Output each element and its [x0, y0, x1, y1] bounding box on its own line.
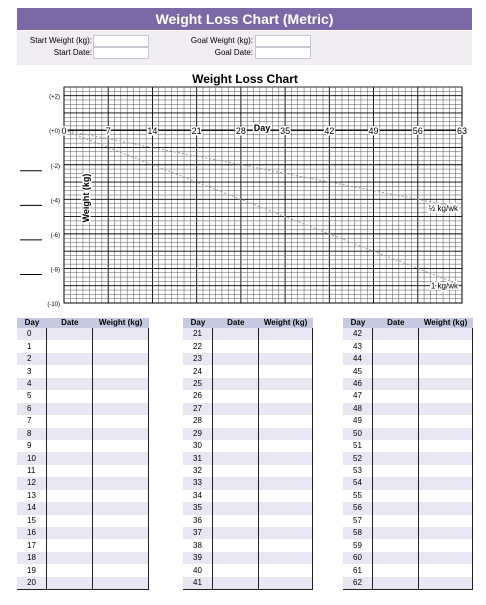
table-row	[183, 353, 313, 365]
weight-cell[interactable]	[419, 390, 473, 402]
table-row	[183, 577, 313, 590]
day-cell: 35	[183, 502, 213, 514]
weight-cell[interactable]	[259, 490, 313, 502]
day-cell: 46	[343, 378, 373, 390]
weight-cell[interactable]	[419, 378, 473, 390]
table-row	[343, 539, 473, 551]
x-tick-label: 42	[324, 126, 335, 137]
table-row	[17, 353, 149, 365]
table-row	[183, 452, 313, 464]
day-header: Day	[343, 318, 373, 328]
table-row	[183, 515, 313, 527]
day-cell: 54	[343, 477, 373, 489]
day-cell: 21	[183, 328, 213, 340]
day-cell: 18	[17, 552, 47, 564]
weight-cell[interactable]	[419, 428, 473, 440]
weight-cell[interactable]	[419, 490, 473, 502]
date-cell[interactable]	[47, 428, 93, 440]
table-row	[343, 477, 473, 489]
date-cell[interactable]	[373, 577, 419, 590]
table-row	[183, 465, 313, 477]
date-cell[interactable]	[47, 539, 93, 551]
table-row	[183, 539, 313, 551]
date-cell[interactable]	[373, 527, 419, 539]
date-cell[interactable]	[47, 328, 93, 340]
weight-cell[interactable]	[259, 577, 313, 590]
weight-cell[interactable]	[419, 365, 473, 377]
weight-cell[interactable]	[259, 428, 313, 440]
day-cell: 31	[183, 452, 213, 464]
date-cell[interactable]	[213, 390, 259, 402]
table-row	[343, 452, 473, 464]
date-cell[interactable]	[213, 465, 259, 477]
weight-cell[interactable]	[93, 465, 149, 477]
weight-cell[interactable]	[93, 564, 149, 576]
date-cell[interactable]	[47, 452, 93, 464]
table-row	[183, 527, 313, 539]
date-cell[interactable]	[47, 527, 93, 539]
day-cell: 6	[17, 403, 47, 415]
weight-cell[interactable]	[93, 515, 149, 527]
day-cell: 32	[183, 465, 213, 477]
table-row	[343, 515, 473, 527]
date-cell[interactable]	[213, 440, 259, 452]
table-row	[17, 440, 149, 452]
table-row	[183, 365, 313, 377]
day-cell: 24	[183, 365, 213, 377]
day-cell: 41	[183, 577, 213, 590]
date-cell[interactable]	[47, 378, 93, 390]
weight-cell[interactable]	[419, 415, 473, 427]
series-label: 1 kg/wk	[430, 281, 458, 291]
date-cell[interactable]	[373, 353, 419, 365]
weight-cell[interactable]	[93, 539, 149, 551]
table-row	[17, 477, 149, 489]
day-cell: 44	[343, 353, 373, 365]
date-cell[interactable]	[373, 490, 419, 502]
table-row	[17, 527, 149, 539]
x-tick-label: 0	[61, 126, 67, 137]
weight-cell[interactable]	[93, 353, 149, 365]
day-cell: 10	[17, 452, 47, 464]
date-cell[interactable]	[47, 564, 93, 576]
x-axis-label: Day	[253, 123, 271, 134]
weight-cell[interactable]	[93, 577, 149, 590]
weight-cell[interactable]	[259, 403, 313, 415]
weight-cell[interactable]	[419, 328, 473, 340]
date-cell[interactable]	[213, 539, 259, 551]
weight-cell[interactable]	[419, 403, 473, 415]
weight-cell[interactable]	[259, 539, 313, 551]
weight-cell[interactable]	[419, 577, 473, 590]
day-cell: 29	[183, 428, 213, 440]
date-cell[interactable]	[47, 552, 93, 564]
date-cell[interactable]	[373, 415, 419, 427]
y-tick-label: (-4)	[50, 198, 60, 205]
day-cell: 0	[17, 328, 47, 340]
date-cell[interactable]	[47, 340, 93, 352]
x-tick-label: 14	[147, 126, 158, 137]
table-row	[17, 577, 149, 590]
date-cell[interactable]	[47, 415, 93, 427]
table-row	[17, 378, 149, 390]
weight-cell[interactable]	[93, 527, 149, 539]
day-cell: 57	[343, 515, 373, 527]
table-row	[343, 564, 473, 576]
day-cell: 36	[183, 515, 213, 527]
date-cell[interactable]	[47, 465, 93, 477]
date-header: Date	[47, 318, 93, 328]
table-row	[17, 490, 149, 502]
table-row	[183, 403, 313, 415]
date-cell[interactable]	[213, 477, 259, 489]
weight-cell[interactable]	[93, 328, 149, 340]
date-cell[interactable]	[373, 552, 419, 564]
date-cell[interactable]	[47, 390, 93, 402]
weight-cell[interactable]	[419, 527, 473, 539]
table-row	[183, 378, 313, 390]
table-row	[343, 415, 473, 427]
table-row	[17, 340, 149, 352]
weight-cell[interactable]	[93, 477, 149, 489]
day-cell: 62	[343, 577, 373, 590]
start-weight-label: Start Weight (kg):	[29, 36, 92, 45]
table-row	[343, 328, 473, 340]
day-cell: 42	[343, 328, 373, 340]
table-row	[17, 465, 149, 477]
date-cell[interactable]	[373, 390, 419, 402]
table-row	[343, 552, 473, 564]
date-header: Date	[213, 318, 259, 328]
y-tick-label: (-8)	[50, 267, 60, 274]
log-table-3	[343, 318, 473, 590]
day-cell: 20	[17, 577, 47, 590]
date-cell[interactable]	[47, 403, 93, 415]
date-cell[interactable]	[47, 477, 93, 489]
weight-cell[interactable]	[259, 415, 313, 427]
weight-cell[interactable]	[259, 527, 313, 539]
table-row	[17, 365, 149, 377]
day-cell: 3	[17, 365, 47, 377]
table-row	[183, 415, 313, 427]
date-cell[interactable]	[213, 490, 259, 502]
table-row	[183, 564, 313, 576]
date-cell[interactable]	[213, 378, 259, 390]
table-row	[343, 428, 473, 440]
day-cell: 4	[17, 378, 47, 390]
x-tick-label: 35	[280, 126, 291, 137]
weight-cell[interactable]	[419, 440, 473, 452]
date-cell[interactable]	[213, 353, 259, 365]
date-cell[interactable]	[213, 328, 259, 340]
table-row	[343, 353, 473, 365]
day-cell: 52	[343, 452, 373, 464]
day-header: Day	[17, 318, 47, 328]
date-cell[interactable]	[47, 577, 93, 590]
day-cell: 45	[343, 365, 373, 377]
table-row	[343, 378, 473, 390]
day-cell: 15	[17, 515, 47, 527]
weight-cell[interactable]	[93, 403, 149, 415]
date-cell[interactable]	[213, 415, 259, 427]
day-cell: 11	[17, 465, 47, 477]
table-row	[343, 527, 473, 539]
date-cell[interactable]	[47, 353, 93, 365]
date-cell[interactable]	[373, 539, 419, 551]
weight-cell[interactable]	[259, 552, 313, 564]
weight-cell[interactable]	[259, 378, 313, 390]
day-cell: 13	[17, 490, 47, 502]
day-cell: 7	[17, 415, 47, 427]
day-cell: 40	[183, 564, 213, 576]
table-row	[17, 415, 149, 427]
date-cell[interactable]	[373, 465, 419, 477]
page-title: Weight Loss Chart (Metric)	[17, 8, 472, 30]
x-tick-label: 28	[235, 126, 246, 137]
day-cell: 55	[343, 490, 373, 502]
weight-cell[interactable]	[419, 353, 473, 365]
weight-cell[interactable]	[259, 515, 313, 527]
date-cell[interactable]	[47, 515, 93, 527]
day-cell: 5	[17, 390, 47, 402]
weight-cell[interactable]	[419, 340, 473, 352]
date-cell[interactable]	[213, 502, 259, 514]
day-cell: 12	[17, 477, 47, 489]
table-row	[183, 390, 313, 402]
date-cell[interactable]	[373, 365, 419, 377]
date-cell[interactable]	[373, 502, 419, 514]
table-row	[17, 390, 149, 402]
day-cell: 48	[343, 403, 373, 415]
y-tick-label: (-10)	[47, 302, 60, 308]
table-row	[183, 477, 313, 489]
weight-cell[interactable]	[259, 353, 313, 365]
start-date-label: Start Date:	[53, 48, 92, 57]
date-cell[interactable]	[373, 403, 419, 415]
day-cell: 59	[343, 539, 373, 551]
weight-cell[interactable]	[419, 465, 473, 477]
table-row	[183, 328, 313, 340]
day-cell: 8	[17, 428, 47, 440]
day-cell: 9	[17, 440, 47, 452]
weight-cell[interactable]	[259, 440, 313, 452]
table-row	[183, 440, 313, 452]
y-tick-label: (+2)	[49, 94, 60, 101]
day-cell: 49	[343, 415, 373, 427]
date-cell[interactable]	[213, 365, 259, 377]
table-row	[183, 428, 313, 440]
goal-date-label: Goal Date:	[214, 48, 253, 57]
date-cell[interactable]	[213, 577, 259, 590]
weight-cell[interactable]	[93, 365, 149, 377]
day-cell: 51	[343, 440, 373, 452]
weight-cell[interactable]	[259, 328, 313, 340]
weight-cell[interactable]	[259, 502, 313, 514]
date-cell[interactable]	[213, 552, 259, 564]
date-cell[interactable]	[373, 477, 419, 489]
goal-weight-label: Goal Weight (kg):	[190, 36, 253, 45]
day-cell: 61	[343, 564, 373, 576]
day-cell: 60	[343, 552, 373, 564]
table-row	[343, 403, 473, 415]
table-row	[343, 440, 473, 452]
day-cell: 43	[343, 340, 373, 352]
table-row	[17, 428, 149, 440]
date-cell[interactable]	[373, 515, 419, 527]
weight-cell[interactable]	[259, 564, 313, 576]
date-cell[interactable]	[47, 365, 93, 377]
weight-cell[interactable]	[93, 340, 149, 352]
date-cell[interactable]	[213, 403, 259, 415]
date-cell[interactable]	[373, 340, 419, 352]
weight-cell[interactable]	[93, 415, 149, 427]
weight-cell[interactable]	[93, 452, 149, 464]
weight-cell[interactable]	[419, 564, 473, 576]
weight-cell[interactable]	[93, 428, 149, 440]
weight-header: Weight (kg)	[419, 318, 473, 328]
day-cell: 47	[343, 390, 373, 402]
table-row	[17, 564, 149, 576]
day-cell: 23	[183, 353, 213, 365]
date-cell[interactable]	[47, 440, 93, 452]
day-cell: 38	[183, 539, 213, 551]
date-cell[interactable]	[373, 452, 419, 464]
weight-header: Weight (kg)	[259, 318, 313, 328]
table-row	[343, 340, 473, 352]
weight-cell[interactable]	[93, 390, 149, 402]
table-row	[183, 490, 313, 502]
day-header: Day	[183, 318, 213, 328]
x-tick-label: 49	[368, 126, 379, 137]
series-label: ½ kg/wk	[428, 203, 458, 213]
day-cell: 16	[17, 527, 47, 539]
date-cell[interactable]	[373, 428, 419, 440]
y-axis-label: Weight (kg)	[81, 173, 91, 223]
x-tick-label: 56	[412, 126, 423, 137]
day-cell: 53	[343, 465, 373, 477]
weight-cell[interactable]	[93, 378, 149, 390]
table-row	[343, 390, 473, 402]
weight-cell[interactable]	[259, 390, 313, 402]
weight-cell[interactable]	[419, 452, 473, 464]
weight-cell[interactable]	[93, 440, 149, 452]
weight-cell[interactable]	[419, 502, 473, 514]
day-cell: 22	[183, 340, 213, 352]
table-row	[17, 552, 149, 564]
date-cell[interactable]	[213, 428, 259, 440]
weight-cell[interactable]	[419, 539, 473, 551]
table-row	[343, 365, 473, 377]
weight-cell[interactable]	[259, 465, 313, 477]
weight-cell[interactable]	[419, 552, 473, 564]
weight-cell[interactable]	[259, 365, 313, 377]
x-tick-label: 63	[456, 126, 468, 137]
table-row	[183, 552, 313, 564]
date-cell[interactable]	[213, 452, 259, 464]
table-row	[343, 577, 473, 590]
table-row	[183, 340, 313, 352]
weight-cell[interactable]	[93, 490, 149, 502]
x-tick-label: 21	[191, 126, 202, 137]
weight-cell[interactable]	[259, 477, 313, 489]
date-cell[interactable]	[373, 328, 419, 340]
log-table-2	[183, 318, 313, 590]
day-cell: 33	[183, 477, 213, 489]
table-row	[183, 502, 313, 514]
date-cell[interactable]	[373, 564, 419, 576]
day-cell: 30	[183, 440, 213, 452]
day-cell: 27	[183, 403, 213, 415]
day-cell: 17	[17, 539, 47, 551]
weight-cell[interactable]	[259, 340, 313, 352]
date-cell[interactable]	[213, 564, 259, 576]
weight-header: Weight (kg)	[93, 318, 149, 328]
table-row	[17, 539, 149, 551]
table-row	[343, 502, 473, 514]
date-cell[interactable]	[213, 527, 259, 539]
day-cell: 34	[183, 490, 213, 502]
table-row	[17, 502, 149, 514]
weight-cell[interactable]	[93, 552, 149, 564]
table-row	[17, 403, 149, 415]
weight-cell[interactable]	[259, 452, 313, 464]
table-row	[17, 328, 149, 340]
y-tick-label: (-6)	[50, 232, 60, 239]
day-cell: 39	[183, 552, 213, 564]
log-table-1	[17, 318, 149, 590]
date-cell[interactable]	[47, 502, 93, 514]
date-cell[interactable]	[373, 378, 419, 390]
day-cell: 19	[17, 564, 47, 576]
day-cell: 25	[183, 378, 213, 390]
chart-title: Weight Loss Chart	[192, 72, 298, 86]
day-cell: 28	[183, 415, 213, 427]
table-row	[17, 515, 149, 527]
date-cell[interactable]	[213, 515, 259, 527]
y-tick-label: (-2)	[50, 163, 60, 170]
weight-cell[interactable]	[93, 502, 149, 514]
weight-cell[interactable]	[419, 515, 473, 527]
table-row	[17, 452, 149, 464]
day-cell: 14	[17, 502, 47, 514]
date-cell[interactable]	[373, 440, 419, 452]
x-tick-label: 7	[105, 126, 111, 137]
weight-cell[interactable]	[419, 477, 473, 489]
day-cell: 2	[17, 353, 47, 365]
day-cell: 58	[343, 527, 373, 539]
date-cell[interactable]	[213, 340, 259, 352]
date-cell[interactable]	[47, 490, 93, 502]
day-cell: 1	[17, 340, 47, 352]
day-cell: 50	[343, 428, 373, 440]
day-cell: 26	[183, 390, 213, 402]
date-header: Date	[373, 318, 419, 328]
table-row	[343, 465, 473, 477]
table-row	[343, 490, 473, 502]
y-tick-label: (+0)	[49, 129, 60, 136]
day-cell: 56	[343, 502, 373, 514]
day-cell: 37	[183, 527, 213, 539]
